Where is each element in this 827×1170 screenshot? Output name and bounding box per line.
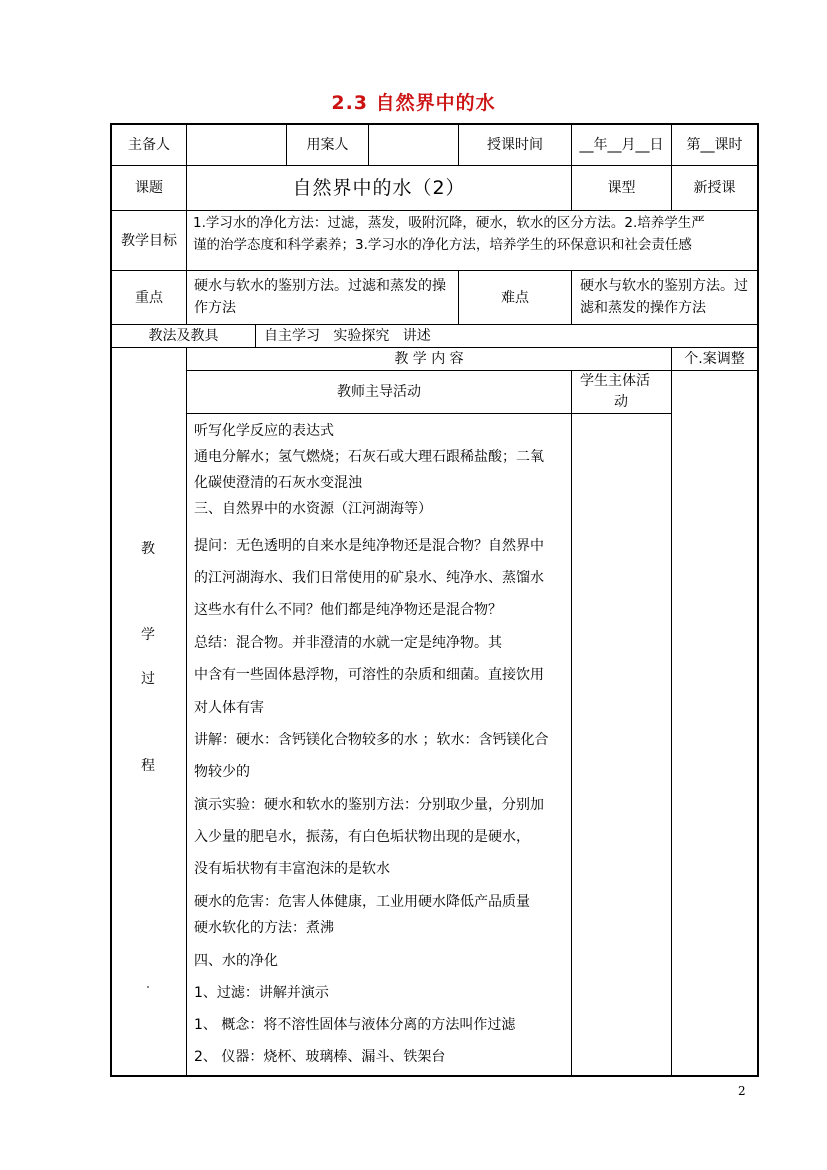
yongan-label: 用案人 xyxy=(306,137,349,153)
lesson-type-value: 新授课 xyxy=(693,180,736,196)
process-char: 过 xyxy=(141,671,155,687)
content-paragraph: 这些水有什么不同？他们都是纯净物还是混合物？ xyxy=(194,602,502,618)
adjust-header: 个.案调整 xyxy=(684,351,745,367)
methods-label: 教法及教具 xyxy=(148,328,219,344)
goals-text: 1.学习水的净化方法：过滤，蒸发，吸附沉降，硬水，软水的区分方法。2.培养学生严 谨的治学态度和科学素养；3.学习水的净化方法，培养学生的环保意识和社会责任感 xyxy=(193,215,705,253)
teacher-activity-header: 教师主导活动 xyxy=(337,384,421,400)
date-value: __年__月__日 xyxy=(579,137,664,153)
dot-mark xyxy=(147,986,149,988)
student-activity-header: 学生主体活 动 xyxy=(580,373,650,410)
content-paragraph: 1、过滤：讲解并演示 xyxy=(194,985,329,1001)
difficulty-label: 难点 xyxy=(501,289,529,306)
content-header: 教 学 内 容 xyxy=(394,351,464,367)
content-paragraph: 没有垢状物有丰富泡沫的是软水 xyxy=(194,861,390,877)
document-title: 2.3 自然界中的水 xyxy=(331,92,496,114)
goals-label: 教学目标 xyxy=(121,232,177,249)
lesson-type-label: 课型 xyxy=(607,180,636,196)
process-char: 教 xyxy=(141,541,155,557)
process-char: 学 xyxy=(141,627,155,643)
page-number: 2 xyxy=(738,1084,746,1098)
content-paragraph: 对人体有害 xyxy=(194,700,264,716)
content-paragraph: 听写化学反应的表达式 通电分解水；氢气燃烧；石灰石或大理石跟稀盐酸；二氧 化碳使澄清的石灰水变混浊 三、自然界中的水资源（江河湖海等） xyxy=(194,423,544,517)
content-paragraph: 提问：无色透明的自来水是纯净物还是混合物？自然界中 xyxy=(194,538,544,554)
topic-label: 课题 xyxy=(135,180,163,196)
content-paragraph: 的江河湖海水、我们日常使用的矿泉水、纯净水、蒸馏水 xyxy=(194,570,544,586)
content-paragraph: 入少量的肥皂水，振荡，有白色垢状物出现的是硬水， xyxy=(194,829,530,845)
focus-label: 重点 xyxy=(135,289,163,306)
zhubei-label: 主备人 xyxy=(128,137,170,153)
content-paragraph: 演示实验：硬水和软水的鉴别方法：分别取少量，分别加 xyxy=(194,797,544,813)
difficulty-text: 硬水与软水的鉴别方法。过 滤和蒸发的操作方法 xyxy=(580,278,748,316)
content-paragraph: 讲解：硬水：含钙镁化合物较多的水 ；软水：含钙镁化合 xyxy=(194,732,549,748)
lesson-number: 第__课时 xyxy=(686,137,743,153)
focus-text: 硬水与软水的鉴别方法。过滤和蒸发的操 作方法 xyxy=(194,278,446,316)
content-paragraph: 1、 概念：将不溶性固体与液体分离的方法叫作过滤 xyxy=(194,1017,516,1033)
content-paragraph: 中含有一些固体悬浮物，可溶性的杂质和细菌。直接饮用 xyxy=(194,667,544,683)
time-label: 授课时间 xyxy=(487,137,543,153)
methods-value: 自主学习 实验探究 讲述 xyxy=(264,328,431,344)
content-paragraph: 四、水的净化 xyxy=(194,953,278,969)
content-paragraph: 2、 仪器：烧杯、玻璃棒、漏斗、铁架台 xyxy=(194,1049,446,1065)
zhubei-value xyxy=(187,125,286,165)
yongan-value xyxy=(369,125,458,165)
topic-value: 自然界中的水（2） xyxy=(292,177,466,199)
content-paragraph: 硬水的危害：危害人体健康，工业用硬水降低产品质量 硬水软化的方法：煮沸 xyxy=(194,894,530,936)
process-char: 程 xyxy=(141,758,155,774)
content-paragraph: 总结：混合物。并非澄清的水就一定是纯净物。其 xyxy=(194,635,502,651)
content-paragraph: 物较少的 xyxy=(194,764,250,780)
